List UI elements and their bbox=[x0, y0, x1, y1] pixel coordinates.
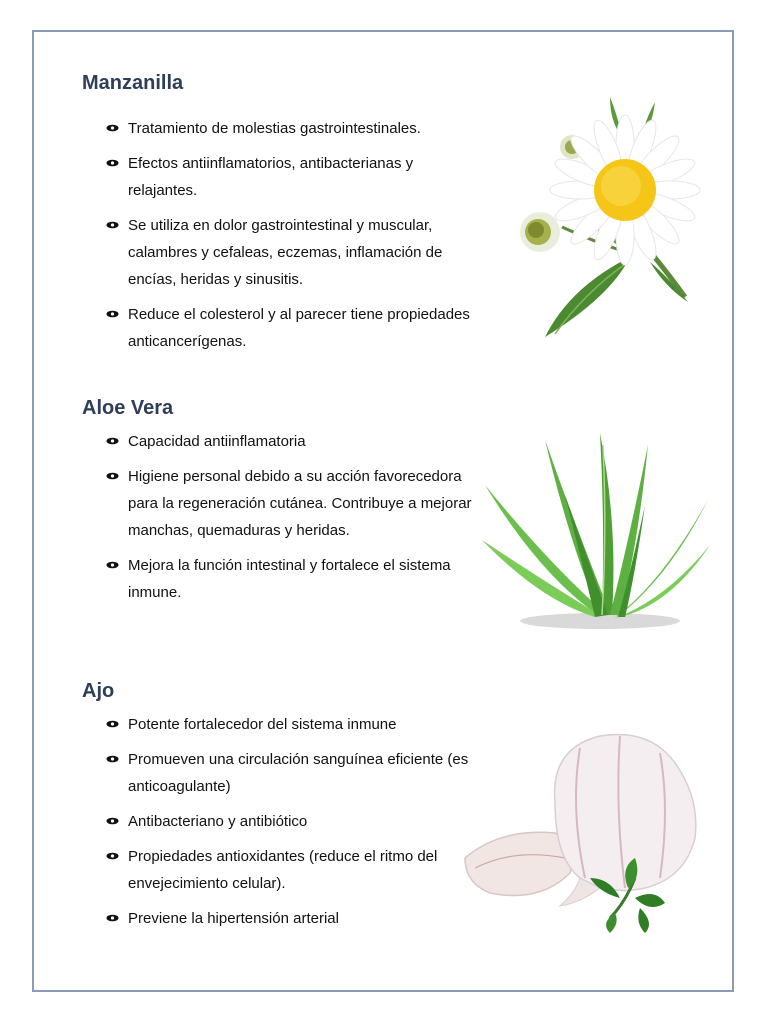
eye-bullet-icon bbox=[106, 561, 119, 569]
list-item: Efectos antiinflamatorios, antibacterianas y relajantes. bbox=[82, 150, 472, 204]
list-item: Potente fortalecedor del sistema inmune bbox=[82, 711, 472, 738]
eye-bullet-icon bbox=[106, 852, 119, 860]
list-item: Tratamiento de molestias gastrointestinales. bbox=[82, 115, 472, 142]
eye-bullet-icon bbox=[106, 124, 119, 132]
section-manzanilla bbox=[82, 72, 472, 363]
bullet-list bbox=[82, 115, 472, 355]
list-item: Previene la hipertensión arterial bbox=[82, 905, 472, 932]
list-item: Se utiliza en dolor gastrointestinal y muscular, calambres y cefaleas, eczemas, inflamación de encías, heridas y sinusitis. bbox=[82, 212, 472, 293]
section-ajo bbox=[82, 680, 472, 940]
eye-bullet-icon bbox=[106, 817, 119, 825]
list-item: Promueven una circulación sanguínea eficiente (es anticoagulante) bbox=[82, 746, 472, 800]
list-item: Higiene personal debido a su acción favorecedora para la regeneración cutánea. Contribuye a mejorar manchas, quemaduras y heridas. bbox=[82, 463, 472, 544]
section-title: Aloe Vera bbox=[82, 397, 174, 419]
bullet-list bbox=[82, 711, 472, 932]
section-title: Ajo bbox=[82, 680, 115, 702]
eye-bullet-icon bbox=[106, 437, 119, 445]
list-item: Capacidad antiinflamatoria bbox=[82, 428, 472, 455]
section-aloe-vera bbox=[82, 397, 472, 614]
section-title: Manzanilla bbox=[82, 72, 184, 94]
eye-bullet-icon bbox=[106, 159, 119, 167]
bullet-list bbox=[82, 428, 472, 606]
list-item: Propiedades antioxidantes (reduce el ritmo del envejecimiento celular). bbox=[82, 843, 472, 897]
chamomile-flower-image bbox=[500, 92, 710, 347]
list-item: Reduce el colesterol y al parecer tiene propiedades anticancerígenas. bbox=[82, 301, 472, 355]
eye-bullet-icon bbox=[106, 221, 119, 229]
eye-bullet-icon bbox=[106, 720, 119, 728]
eye-bullet-icon bbox=[106, 755, 119, 763]
list-item: Mejora la función intestinal y fortalece el sistema inmune. bbox=[82, 552, 472, 606]
list-item: Antibacteriano y antibiótico bbox=[82, 808, 472, 835]
eye-bullet-icon bbox=[106, 310, 119, 318]
eye-bullet-icon bbox=[106, 914, 119, 922]
garlic-bulb-image bbox=[460, 728, 720, 938]
eye-bullet-icon bbox=[106, 472, 119, 480]
aloe-vera-plant-image bbox=[470, 425, 720, 635]
